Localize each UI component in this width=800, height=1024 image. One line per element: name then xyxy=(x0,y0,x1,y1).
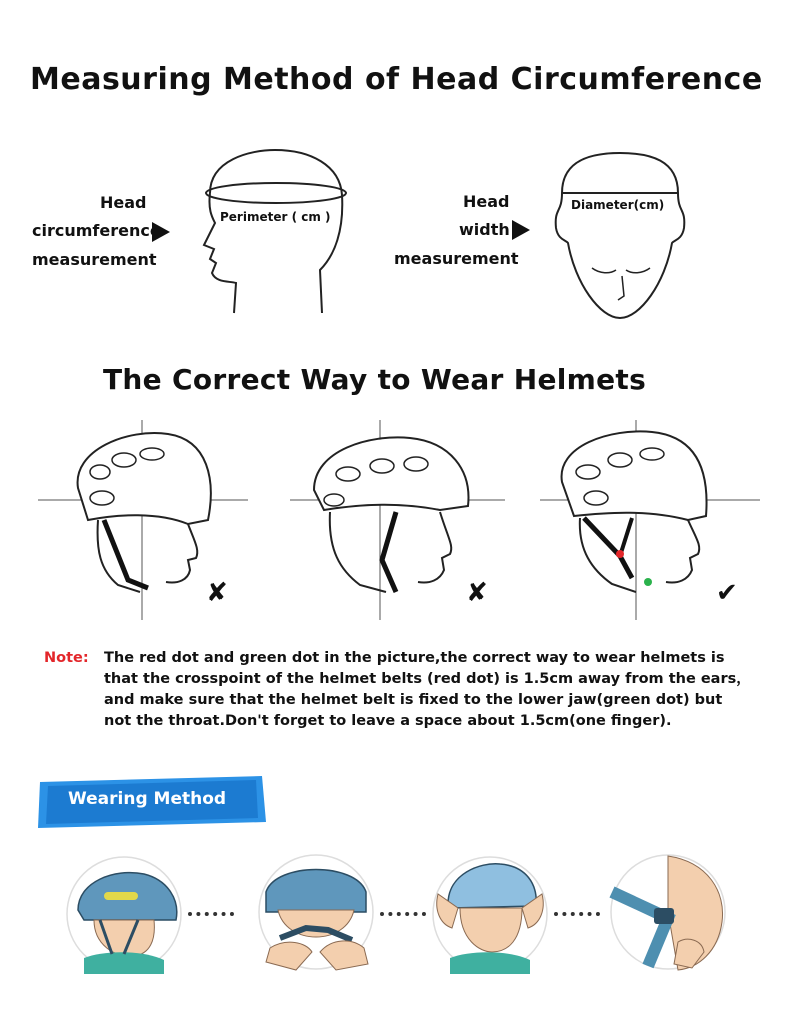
width-label-line1: Head xyxy=(463,192,510,211)
arrow-right-icon xyxy=(512,220,530,240)
wearing-method-label: Wearing Method xyxy=(68,789,227,809)
wearing-step-1 xyxy=(64,854,184,974)
wearing-step-3 xyxy=(430,854,550,974)
head-profile-illustration xyxy=(190,145,370,320)
red-dot-marker xyxy=(616,550,624,558)
note-text: The red dot and green dot in the picture,the correct way to wear helmets is that the crosspoint of the helmet belts (red dot) is 1.5cm away from the ears， and make sure that the helmet belt is fixed to the lower jaw(green dot) but not the throat.Don't forget to leave a space about 1.5cm(one finger). xyxy=(104,650,751,729)
green-dot-marker xyxy=(644,578,652,586)
head-front-illustration xyxy=(540,148,700,323)
step-connector xyxy=(380,912,426,916)
wrong-mark-icon: ✘ xyxy=(206,578,228,608)
wearing-step-4 xyxy=(608,852,728,972)
width-label-line3: measurement xyxy=(394,249,519,268)
circumference-label-line1: Head xyxy=(100,193,147,212)
wrong-mark-icon: ✘ xyxy=(466,578,488,608)
circumference-label-line2: circumference xyxy=(32,221,161,240)
diameter-label: Diameter(cm) xyxy=(571,198,665,212)
heading-measuring: Measuring Method of Head Circumference xyxy=(30,62,763,97)
heading-correct-way: The Correct Way to Wear Helmets xyxy=(103,363,647,396)
correct-mark-icon: ✔ xyxy=(716,578,738,608)
width-label-line2: width xyxy=(459,220,510,239)
step-connector xyxy=(188,912,234,916)
arrow-right-icon xyxy=(152,222,170,242)
note-label: Note: xyxy=(44,650,89,666)
perimeter-label: Perimeter ( cm ) xyxy=(220,210,331,224)
step-connector xyxy=(554,912,600,916)
circumference-label-line3: measurement xyxy=(32,250,157,269)
wearing-step-2 xyxy=(256,852,376,972)
